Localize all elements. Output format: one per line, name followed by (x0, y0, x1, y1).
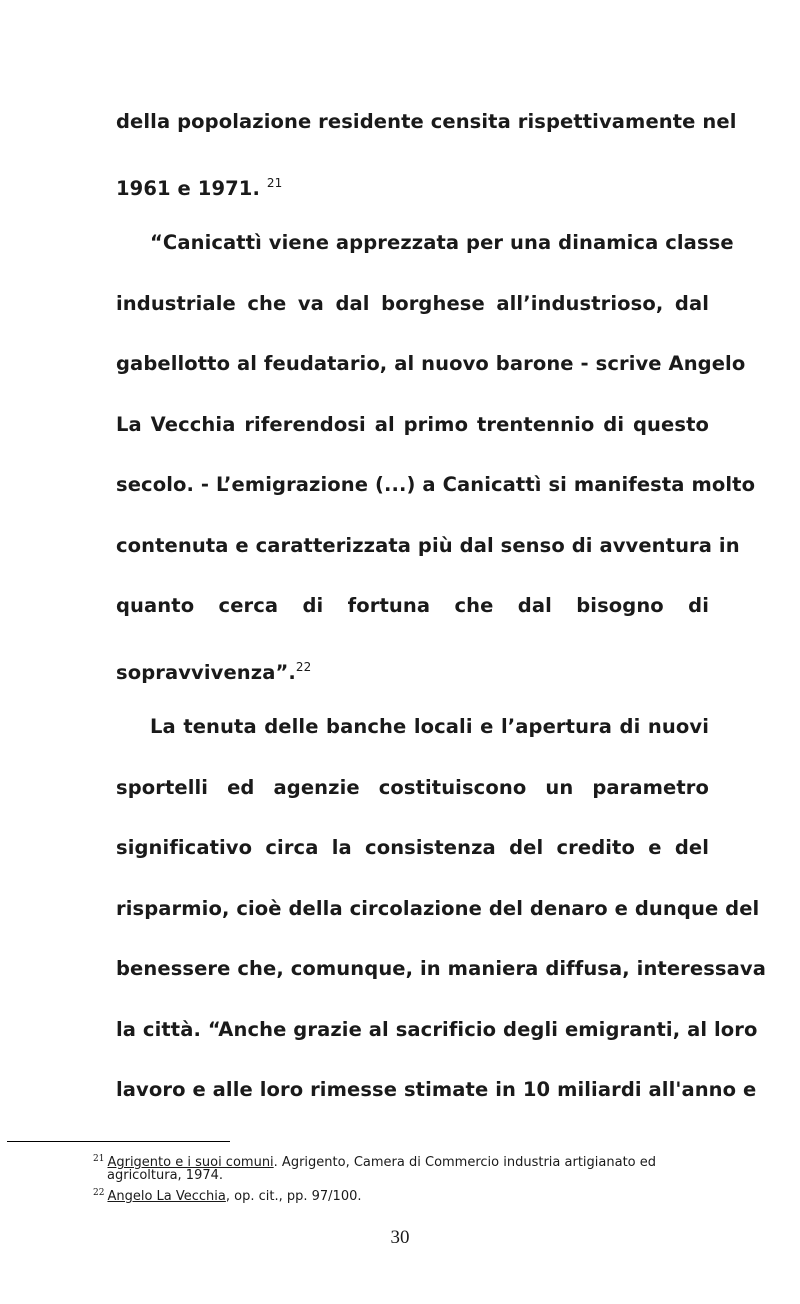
footnote-source-title[interactable]: Agrigento e i suoi comuni (107, 1155, 274, 1170)
body-line: la città. “Anche grazie al sacrificio degli emigranti, al loro (116, 1018, 758, 1041)
footnote-21-continuation: agricoltura, 1974. (107, 1168, 224, 1183)
footnote-ref-22[interactable]: 22 (295, 660, 312, 674)
body-line: lavoro e alle loro rimesse stimate in 10 miliardi all'anno e (116, 1078, 757, 1101)
body-line: industriale che va dal borghese all’industrioso, dal (116, 292, 709, 315)
body-line: quanto cerca di fortuna che dal bisogno di (116, 594, 709, 617)
footnote-text: . Agrigento, Camera di Commercio industria artigianato ed (273, 1155, 657, 1170)
footnote-source-title[interactable]: Angelo La Vecchia (107, 1189, 226, 1204)
footnote-22 (93, 1185, 362, 1205)
body-line: significativo circa la consistenza del credito e del (116, 836, 709, 859)
body-line: “Canicattì viene apprezzata per una dinamica classe (150, 231, 734, 254)
footnote-number: 21 (93, 1154, 105, 1164)
body-line-text: 1961 e 1971. (116, 177, 260, 200)
body-line: risparmio, cioè della circolazione del denaro e dunque del (116, 897, 760, 920)
body-line: della popolazione residente censita rispettivamente nel (116, 110, 737, 133)
body-line: contenuta e caratterizzata più dal senso di avventura in (116, 534, 740, 557)
body-line: La Vecchia riferendosi al primo trentennio di questo (116, 413, 709, 436)
body-line: La tenuta delle banche locali e l’apertura di nuovi (150, 715, 709, 738)
page-number: 30 (390, 1227, 410, 1248)
footnote-text: , op. cit., pp. 97/100. (225, 1189, 362, 1204)
footnote-number: 22 (93, 1188, 105, 1198)
body-line (116, 171, 709, 201)
body-line: gabellotto al feudatario, al nuovo barone - scrive Angelo (116, 352, 746, 375)
body-line: benessere che, comunque, in maniera diffusa, interessava (116, 957, 766, 980)
body-line (116, 655, 709, 685)
footnote-separator (7, 1141, 230, 1142)
body-line: secolo. - L’emigrazione (...) a Canicattì si manifesta molto (116, 473, 756, 496)
body-line: sportelli ed agenzie costituiscono un parametro (116, 776, 709, 799)
body-line-text: sopravvivenza”. (116, 661, 296, 684)
footnote-ref-21[interactable]: 21 (266, 176, 283, 190)
